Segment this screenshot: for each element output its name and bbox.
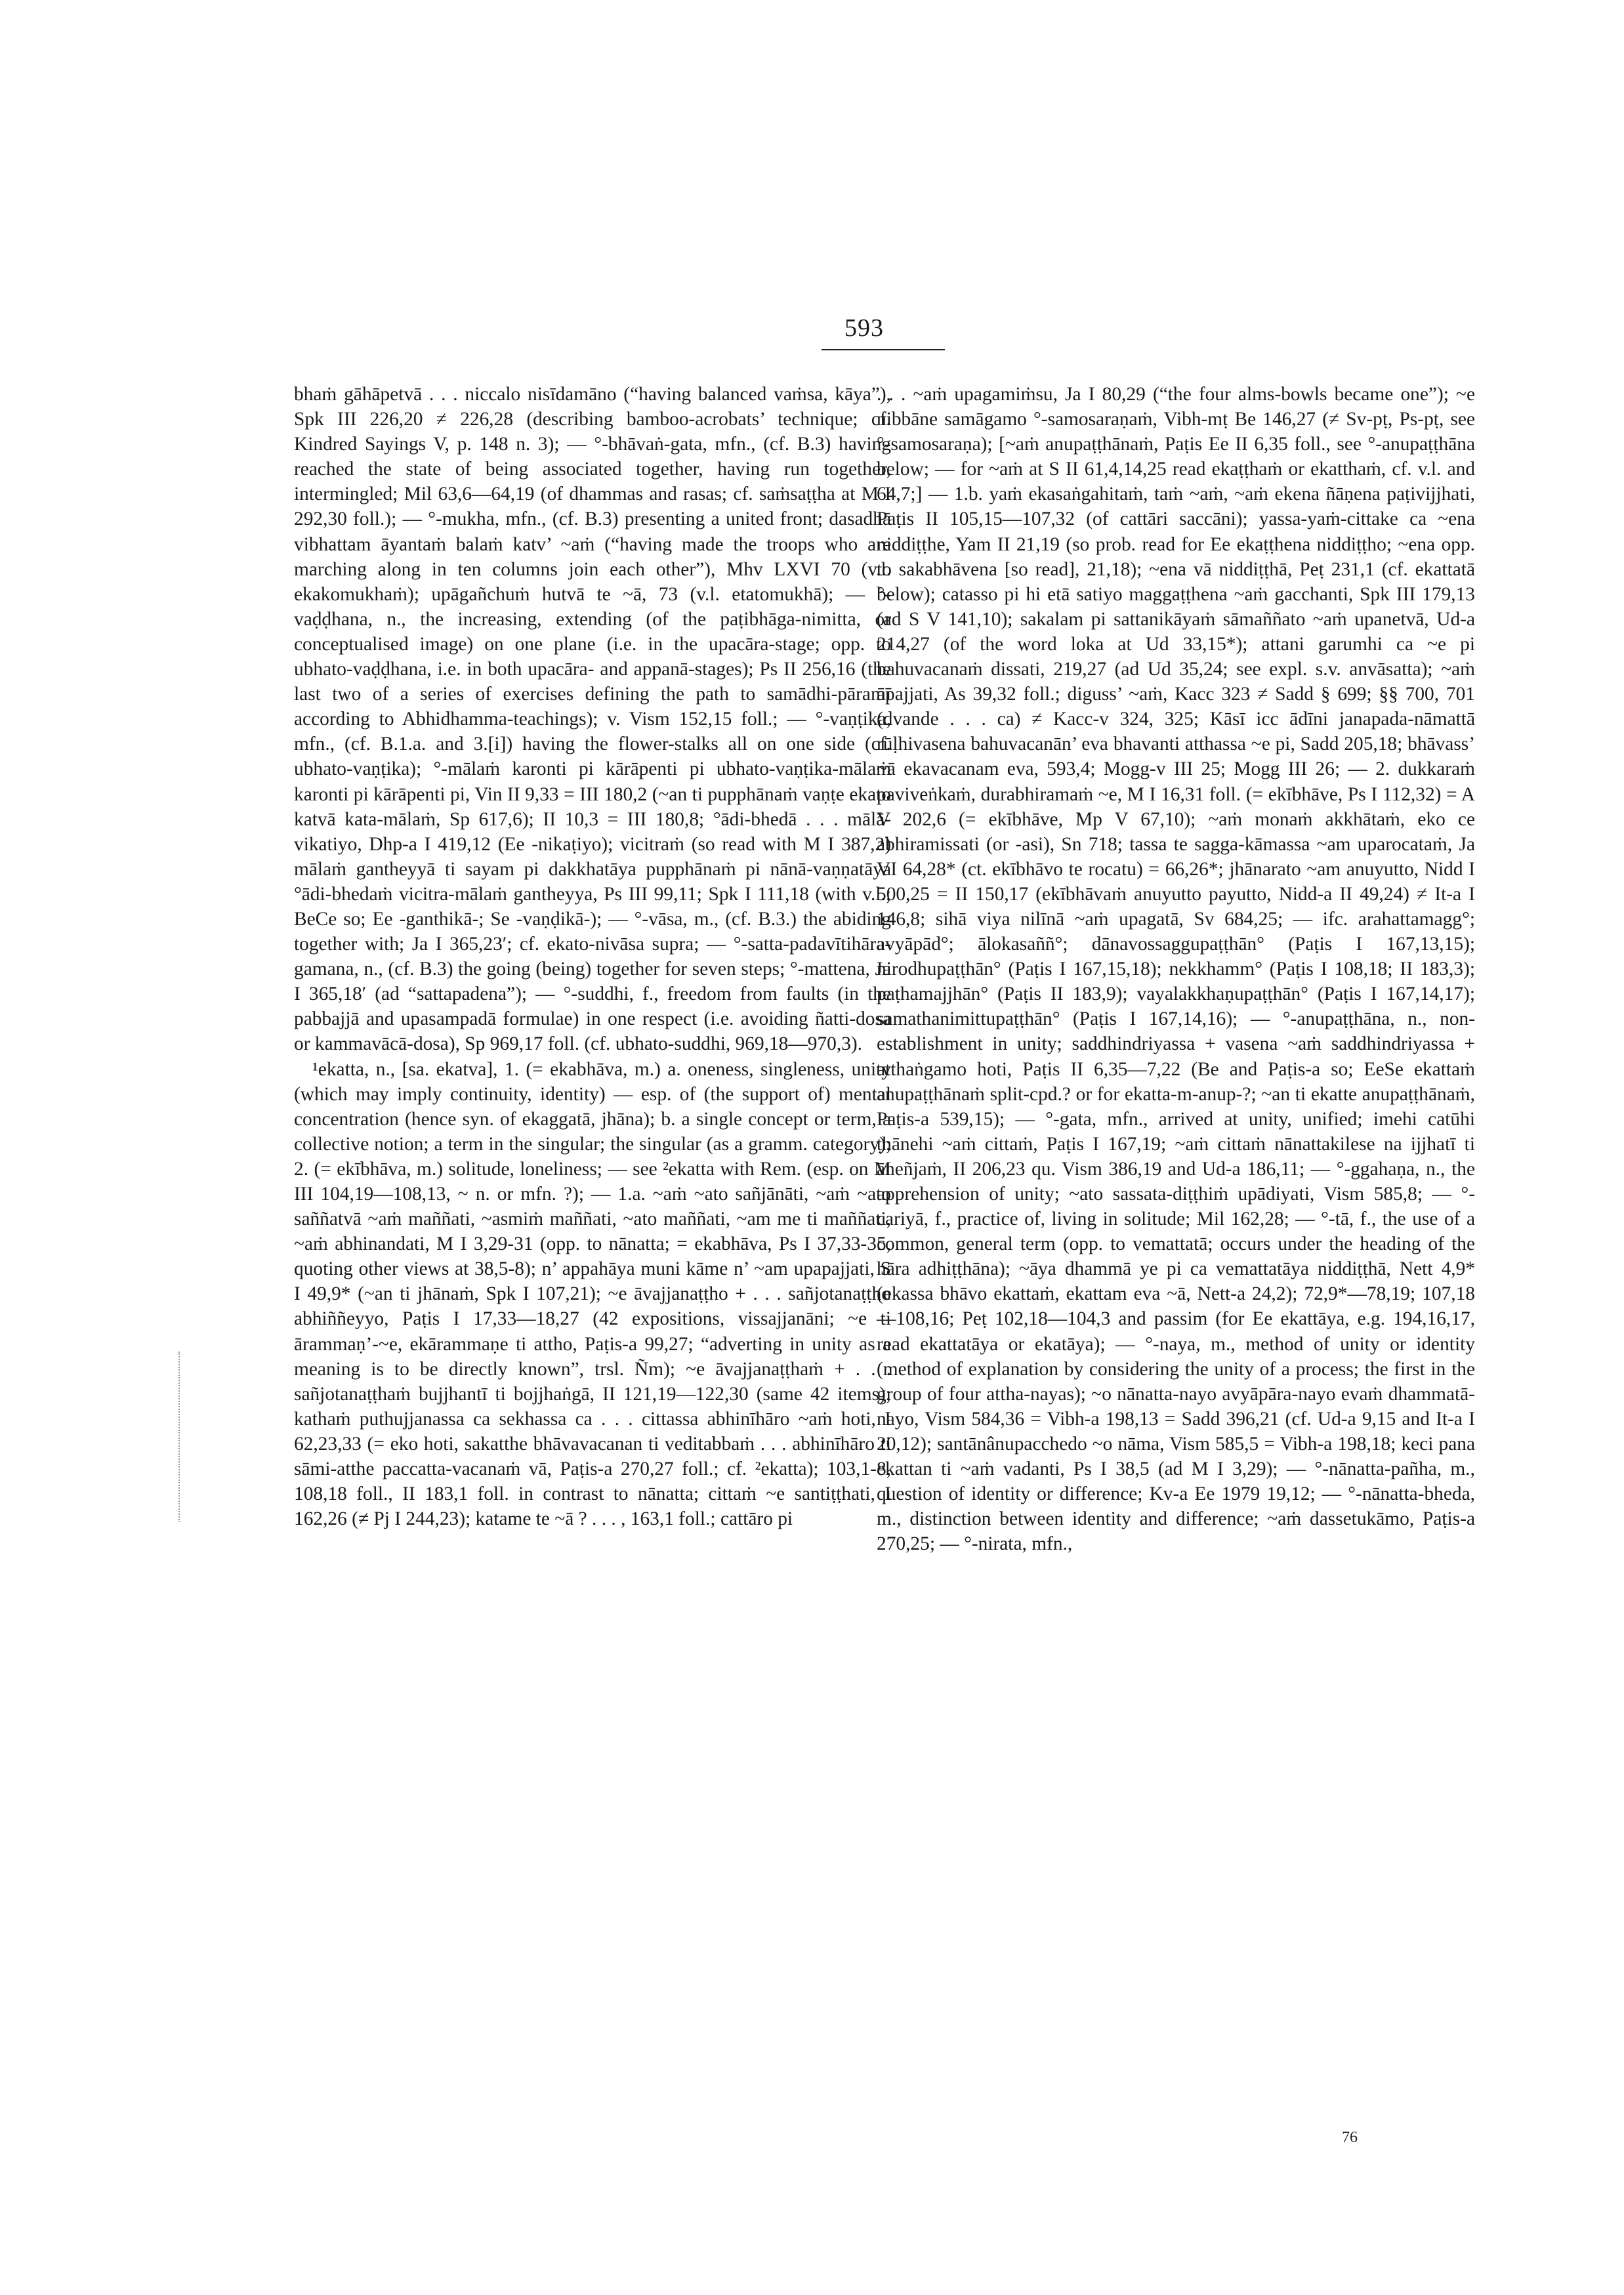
page-number-rule — [822, 349, 945, 350]
right-column — [877, 382, 1475, 1556]
left-paragraph-continuation: bhaṁ gāhāpetvā . . . niccalo nisīdamāno (“having balanced vaṁsa, kāya”), Spk III 226,20 ≠ 226,28 (describing bamboo-acrobats’ technique; cf. Kindred Sayings V, p. 148 n. 3); — °-bhāvaṅ-gata, mfn., (cf. B.3) having reached the state of being associated together, having run together, intermingled; Mil 63,6—64,19 (of dhammas and rasas; cf. saṁsaṭṭha at M I 292,30 foll.); — °-mukha, mfn., (cf. B.3) presenting a united front; dasadhā vibhattam āyantaṁ balaṁ katv’ ~aṁ (“having made the troops who are marching along in ten columns join each other”), Mhv LXVI 70 (v.l. ekakomukhaṁ); upāgañchuṁ hutvā te ~ā, 73 (v.l. etatomukhā); — °-vaḍḍhana, n., the increasing, extending (of the paṭibhāga-nimitta, or conceptualised image) on one plane (i.e. in the upacāra-stage; opp. to ubhato-vaḍḍhana, i.e. in both upacāra- and appanā-stages); Ps II 256,16 (the last two of a series of exercises defining the path to samādhi-pāramī according to Abhidhamma-teachings); v. Vism 152,15 foll.; — °-vaṇṭika, mfn., (cf. B.1.a. and 3.[i]) having the flower-stalks all on one side (cf. ubhato-vaṇṭika); °-mālaṁ karonti pi kārāpenti pi ubhato-vaṇṭika-mālaṁ karonti pi kārāpenti pi, Vin II 9,33 = III 180,2 (~an ti pupphānaṁ vaṇṭe ekato katvā kata-mālaṁ, Sp 617,6); II 10,3 = III 180,8; °ādi-bhedā . . . mālā-vikatiyo, Dhp-a I 419,12 (Ee -nikaṭiyo); vicitraṁ (so read with M I 387,2) mālaṁ gantheyyā ti sayam pi dakkhatāya pupphānaṁ pi nānā-vaṇṇatāya °ādi-bhedaṁ vicitra-mālaṁ gantheyya, Ps III 99,11; Spk I 111,18 (with v.l.; BeCe so; Ee -ganthikā-; Se -vaṇḍikā-); — °-vāsa, m., (cf. B.3.) the abiding together with; Ja I 365,23′; cf. ekato-nivāsa supra; — °-satta-padavītihāra-gamana, n., (cf. B.3) the going (being) together for seven steps; °-mattena, Ja I 365,18′ (ad “sattapadena”); — °-suddhi, f., freedom from faults (in the pabbajjā and upasampadā formulae) in one respect (i.e. avoiding ñatti-dosa or kammavācā-dosa), Sp 969,17 foll. (cf. ubhato-suddhi, 969,18—970,3). — [294, 384, 891, 1055]
scan-edge-marks — [178, 1352, 180, 1522]
left-column — [294, 382, 891, 1531]
right-paragraph-ekatta-continuation: . . . ~aṁ upagamiṁsu, Ja I 80,29 (“the four alms-bowls became one”); ~e nibbāne samāgamo °-samosaraṇaṁ, Vibh-mṭ Be 146,27 (≠ Sv-pṭ, Ps-pṭ, see °-samosaraṇa); [~aṁ anupaṭṭhānaṁ, Paṭis Ee II 6,35 foll., see °-anupaṭṭhāna below; — for ~aṁ at S II 61,4,14,25 read ekaṭṭhaṁ or ekatthaṁ, cf. v.l. and 64,7;] — 1.b. yaṁ ekasaṅgahitaṁ, taṁ ~aṁ, ~aṁ ekena ñāṇena paṭivijjhati, Paṭis II 105,15—107,32 (of cattāri saccāni); yassa-yaṁ-cittake ca ~ena niddiṭṭhe, Yam II 21,19 (so prob. read for Ee ekaṭṭhena niddiṭṭho; ~ena opp. to sakabhāvena [so read], 21,18); ~ena vā niddiṭṭhā, Peṭ 231,1 (cf. ekattatā below); catasso pi hi etā satiyo maggaṭṭhena ~aṁ gacchanti, Spk III 179,13 (ad S V 141,10); sakalam pi sattanikāyaṁ sāmaññato ~aṁ upanetvā, Ud-a 214,27 (of the word loka at Ud 33,15*); attani garumhi ca ~e pi bahuvacanaṁ dissati, 219,27 (ad Ud 35,24; see expl. s.v. anvāsatta); ~aṁ āpajjati, As 39,32 foll.; diguss’ ~aṁ, Kacc 323 ≠ Sadd § 699; §§ 700, 701 (dvande . . . ca) ≠ Kacc-v 324, 325; Kāsī icc ādīni janapada-nāmattā rūḷhivasena bahuvacanān’ eva bhavanti atthassa ~e pi, Sadd 205,18; bhāvass’ ~ā ekavacanam eva, 593,4; Mogg-v III 25; Mogg III 26; — 2. dukkaraṁ paviveṅkaṁ, durabhiramaṁ ~e, M I 16,31 foll. (= ekībhāve, Ps I 112,32) = A V 202,6 (= ekībhāve, Mp V 67,10); ~aṁ monaṁ akkhātaṁ, eko ce abhiramissati (or -asi), Sn 718; tassa te sagga-kāmassa ~am uparocataṁ, Ja VI 64,28* (ct. ekībhāvo te rocatu) = 66,26*; jhānarato ~am anuyutto, Nidd I 500,25 = II 150,17 (ekībhāvaṁ anuyutto payutto, Nidd-a II 49,24) ≠ It-a I 146,8; sihā viya nilīnā ~aṁ upagatā, Sv 684,25; — ifc. arahattamagg°; avyāpād°; ālokasaññ°; dānavossaggupaṭṭhān° (Paṭis I 167,13,15); nirodhupaṭṭhān° (Paṭis I 167,15,18); nekkhamm° (Paṭis I 108,18; II 183,3); paṭhamajjhān° (Paṭis II 183,9); vayalakkhaṇupaṭṭhān° (Paṭis I 167,14,17); samathanimittupaṭṭhān° (Paṭis I 167,14,16); — °-anupaṭṭhāna, n., non-establishment in unity; saddhindriyassa + vasena ~aṁ saddhindriyassa + atthaṅgamo hoti, Paṭis II 6,35—7,22 (Be and Paṭis-a so; EeSe ekattaṁ anupaṭṭhānaṁ split-cpd.? or for ekatta-m-anup-?; ~an ti ekatte anupaṭṭhānaṁ, Paṭis-a 539,15); — °-gata, mfn., arrived at unity, unified; imehi catūhi ṭhānehi ~aṁ cittaṁ, Paṭis I 167,19; ~aṁ cittaṁ nānattakilese na ijjhatī ti āneñjaṁ, II 206,23 qu. Vism 386,19 and Ud-a 186,11; — °-ggahaṇa, n., the apprehension of unity; ~ato sassata-diṭṭhiṁ upādiyati, Vism 585,8; — °-cariyā, f., practice of, living in solitude; Mil 162,28; — °-tā, f., the use of a common, general term (opp. to vemattatā; occurs under the heading of the hāra adhiṭṭhāna); ~āya dhammā ye pi ca vemattatāya niddiṭṭhā, Nett 4,9* (ekassa bhāvo ekattaṁ, ekattam eva ~ā, Nett-a 24,2); 72,9*—78,19; 107,18—108,16; Peṭ 102,18—104,3 and passim (for Ee ekattāya, e.g. 194,16,17, read ekattatāya or ekatāya); — °-naya, m., method of unity or identity (method of explanation by considering the unity of a process; the first in the group of four attha-nayas); ~o nānatta-nayo avyāpāra-nayo evaṁ dhammatā-nayo, Vism 584,36 = Vibh-a 198,13 = Sadd 396,21 (cf. Ud-a 9,15 and It-a I 20,12); santānânupacchedo ~o nāma, Vism 585,5 = Vibh-a 198,18; keci pana ekattan ti ~aṁ vadanti, Ps I 38,5 (ad M I 3,29); — °-nānatta-pañha, m., question of identity or difference; Kv-a Ee 1979 19,12; — °-nānatta-bheda, m., distinction between identity and difference; ~aṁ dassetukāmo, Paṭis-a 270,25; — °-nirata, mfn., — [877, 384, 1475, 1555]
left-paragraph-ekatta-entry: ¹ekatta, n., [sa. ekatva], 1. (= ekabhāva, m.) a. oneness, singleness, unity (which may imply continuity, identity) — esp. of (the support of) mental concentration (hence syn. of ekaggatā, jhāna); b. a single concept or term, a collective notion; a term in the singular; the singular (as a gramm. category); 2. (= ekībhāva, m.) solitude, loneliness; — see ²ekatta with Rem. (esp. on M III 104,19—108,13, ~ n. or mfn. ?); — 1.a. ~aṁ ~ato sañjānāti, ~aṁ ~ato saññatvā ~aṁ maññati, ~asmiṁ maññati, ~ato maññati, ~am me ti maññati, ~aṁ abhinandati, M I 3,29-31 (opp. to nānatta; = ekabhāva, Ps I 37,33-35, quoting other views at 38,5-8); n’ appahāya muni kāme n’ ~am upapajjati, S I 49,9* (~an ti jhānaṁ, Spk I 107,21); ~e āvajjanaṭṭho + . . . sañjotanaṭṭho abhiññeyyo, Paṭis I 17,33—18,27 (42 expositions, vissajjanāni; ~e ti ārammaṇ’-~e, ekārammaṇe ti attho, Paṭis-a 99,27; “adverting in unity as a meaning is to be directly known”, trsl. Ñm); ~e āvajjanaṭṭhaṁ + . . . sañjotanaṭṭhaṁ bujjhantī ti bojjhaṅgā, II 121,19—122,30 (same 42 items); kathaṁ puthujjanassa ca sekhassa ca . . . cittassa abhinīhāro ~aṁ hoti, I 62,23,33 (= eko hoti, sakatthe bhāvavacanan ti veditabbaṁ . . . abhinīhāro ti sāmi-atthe paccatta-vacanaṁ vā, Paṭis-a 270,27 foll.; cf. ²ekatta); 103,1-8, 108,18 foll., II 183,1 foll. in contrast to nānatta; cittaṁ ~e santiṭṭhati, I 162,26 (≠ Pj I 244,23); katame te ~ā ? . . . , 163,1 foll.; cattāro pi — [294, 1058, 891, 1530]
folio-number: 76 — [1342, 2129, 1358, 2146]
page-number: 593 — [844, 314, 884, 342]
